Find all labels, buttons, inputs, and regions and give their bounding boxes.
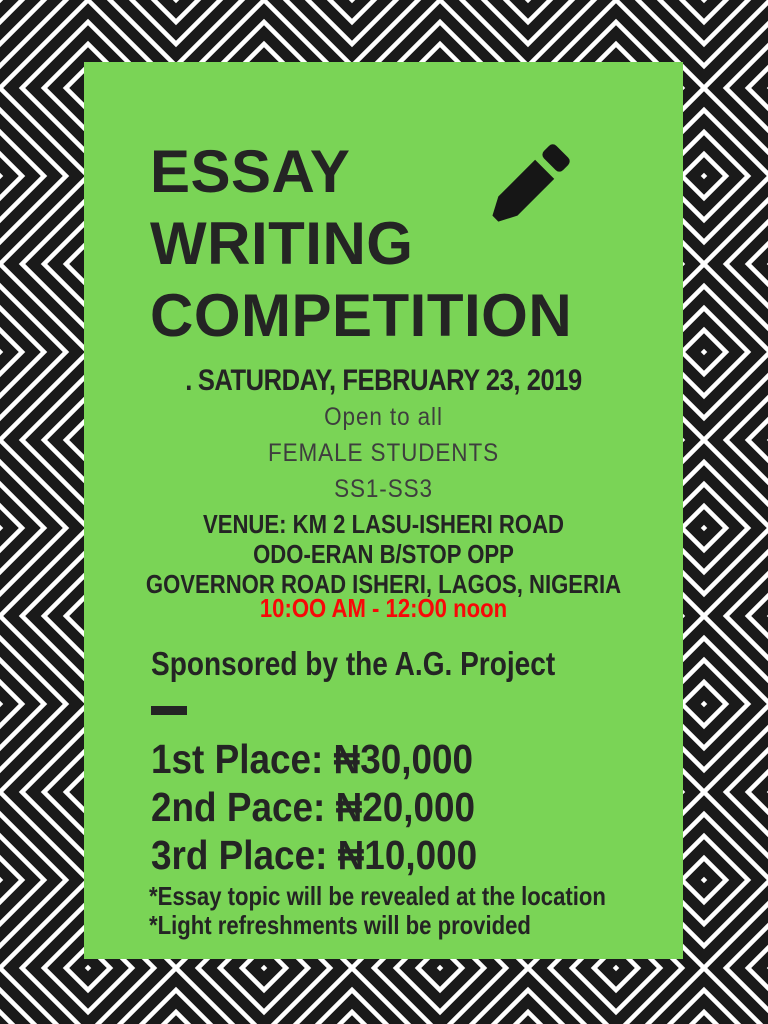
prize-list: [151, 735, 477, 879]
event-date: [129, 364, 638, 398]
poster-title: [150, 136, 572, 352]
event-time: 10:OO AM - 12:O0 noon: [259, 593, 508, 623]
title-line-1: ESSAY: [150, 138, 351, 205]
venue-info: [129, 509, 638, 599]
footnotes: [149, 882, 606, 940]
title-line-3: COMPETITION: [150, 282, 573, 349]
green-panel: [84, 62, 683, 959]
stray-period: .: [185, 364, 192, 397]
divider-dash: [151, 706, 187, 715]
prize-third-place: 3rd Place: ₦10,000: [151, 832, 478, 878]
sponsor-line: Sponsored by the A.G. Project: [151, 645, 556, 682]
date-text: SATURDAY, FEBRUARY 23, 2019: [197, 364, 582, 397]
prize-second-place: 2nd Pace: ₦20,000: [151, 784, 476, 830]
venue-line-3: GOVERNOR ROAD ISHERI, LAGOS, NIGERIA: [145, 569, 622, 599]
audience-line-female-students: FEMALE STUDENTS: [267, 439, 500, 467]
footnote-essay-topic: *Essay topic will be revealed at the location: [149, 881, 606, 911]
venue-line-1: VENUE: KM 2 LASU-ISHERI ROAD: [202, 509, 564, 539]
footnote-refreshments: *Light refreshments will be provided: [149, 910, 531, 940]
venue-line-2: ODO-ERAN B/STOP OPP: [253, 539, 514, 569]
title-line-2: WRITING: [150, 210, 414, 277]
audience-info: [114, 399, 653, 507]
audience-line-open-to-all: Open to all: [324, 403, 443, 431]
prize-first-place: 1st Place: ₦30,000: [151, 736, 474, 782]
audience-line-classes: SS1-SS3: [334, 475, 433, 503]
